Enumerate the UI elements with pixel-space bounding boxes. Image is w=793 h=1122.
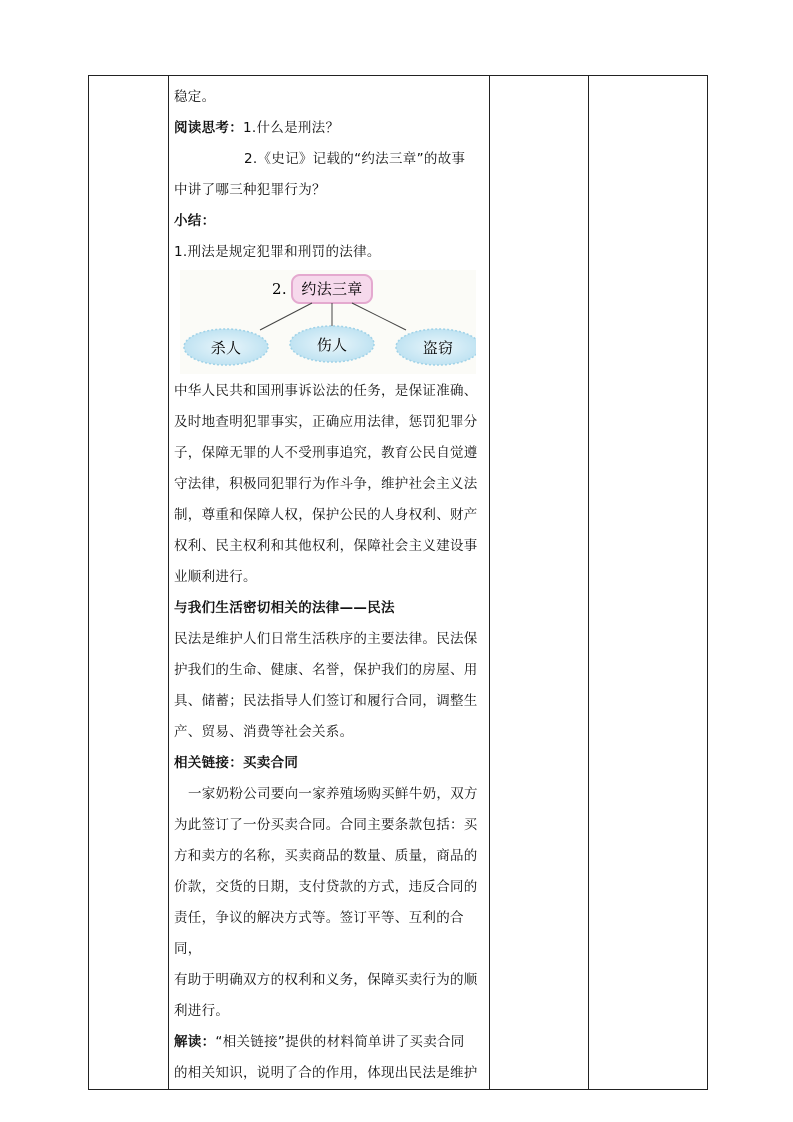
fourth-column-cell (589, 76, 708, 1090)
paragraph-line: 护我们的生命、健康、名誉，保护我们的房屋、用 (174, 662, 478, 678)
paragraph-line: 一家奶粉公司要向一家养殖场购买鲜牛奶，双方 (188, 786, 478, 802)
content-column-cell (169, 76, 490, 1090)
paragraph-line: 为此签订了一份买卖合同。合同主要条款包括：买 (174, 817, 478, 833)
diagram-node-label: 盗窃 (422, 339, 454, 357)
paragraph-line: 有助于明确双方的权利和义务，保障买卖行为的顺 (174, 972, 478, 988)
interpretation-line (174, 1027, 483, 1058)
paragraph-line: 中华人民共和国刑事诉讼法的任务，是保证准确、 (174, 383, 478, 399)
reading-question-2-cont: 中讲了哪三种犯罪行为？ (174, 182, 326, 198)
paragraph-line: 的相关知识，说明了合的作用，体现出民法是维护 (174, 1065, 478, 1081)
question-text: 1.什么是刑法？ (243, 120, 340, 136)
paragraph-line: 具、储蓄；民法指导人们签订和履行合同，调整生 (174, 693, 478, 709)
paragraph-line: 民法是维护人们日常生活秩序的主要法律。民法保 (174, 631, 478, 647)
paragraph-line: 方和卖方的名称，买卖商品的数量、质量，商品的 (174, 848, 478, 864)
summary-item-1: 1.刑法是规定犯罪和刑罚的法律。 (174, 244, 381, 260)
summary-label: 小结： (174, 213, 216, 229)
diagram-root-label: 约法三章 (301, 280, 363, 298)
paragraph-line: 及时地查明犯罪事实，正确应用法律，惩罚犯罪分 (174, 414, 478, 430)
paragraph-line: 守法律，积极同犯罪行为作斗争，维护社会主义法 (174, 476, 478, 492)
related-link-label: 相关链接：买卖合同 (174, 755, 299, 771)
paragraph-line: 利进行。 (174, 1003, 230, 1019)
yue-fa-san-zhang-diagram (180, 270, 476, 374)
third-column-cell (490, 76, 589, 1090)
paragraph-line: 价款，交货的日期，支付贷款的方式，违反合同的 (174, 879, 478, 895)
diagram-connector (352, 303, 406, 330)
lesson-content (169, 76, 489, 1089)
diagram-node-label: 杀人 (210, 339, 242, 357)
diagram-connector (260, 303, 312, 330)
reading-label: 阅读思考： (174, 120, 243, 136)
reading-question-1 (174, 113, 483, 144)
diagram-svg (180, 270, 476, 374)
left-column-cell (89, 76, 169, 1090)
paragraph-line: 产、贸易、消费等社会关系。 (174, 724, 354, 740)
diagram-node-label: 伤人 (316, 336, 348, 354)
section-heading: 与我们生活密切相关的法律——民法 (174, 600, 395, 616)
text-line: 稳定。 (174, 89, 216, 105)
diagram-number: 2. (272, 280, 287, 298)
paragraph-line: 业顺利进行。 (174, 569, 257, 585)
paragraph-line: 制，尊重和保障人权，保护公民的人身权利、财产 (174, 507, 478, 523)
reading-question-2: 2.《史记》记载的“约法三章”的故事 (244, 151, 466, 167)
interpretation-label: 解读： (174, 1034, 216, 1050)
interpretation-text: “相关链接”提供的材料简单讲了买卖合同 (215, 1034, 465, 1050)
paragraph-line: 责任，争议的解决方式等。签订平等、互利的合同， (174, 910, 464, 957)
lesson-plan-table (88, 75, 708, 1090)
paragraph-line: 子，保障无罪的人不受刑事追究，教育公民自觉遵 (174, 445, 478, 461)
paragraph-line: 权利、民主权利和其他权利，保障社会主义建设事 (174, 538, 478, 554)
